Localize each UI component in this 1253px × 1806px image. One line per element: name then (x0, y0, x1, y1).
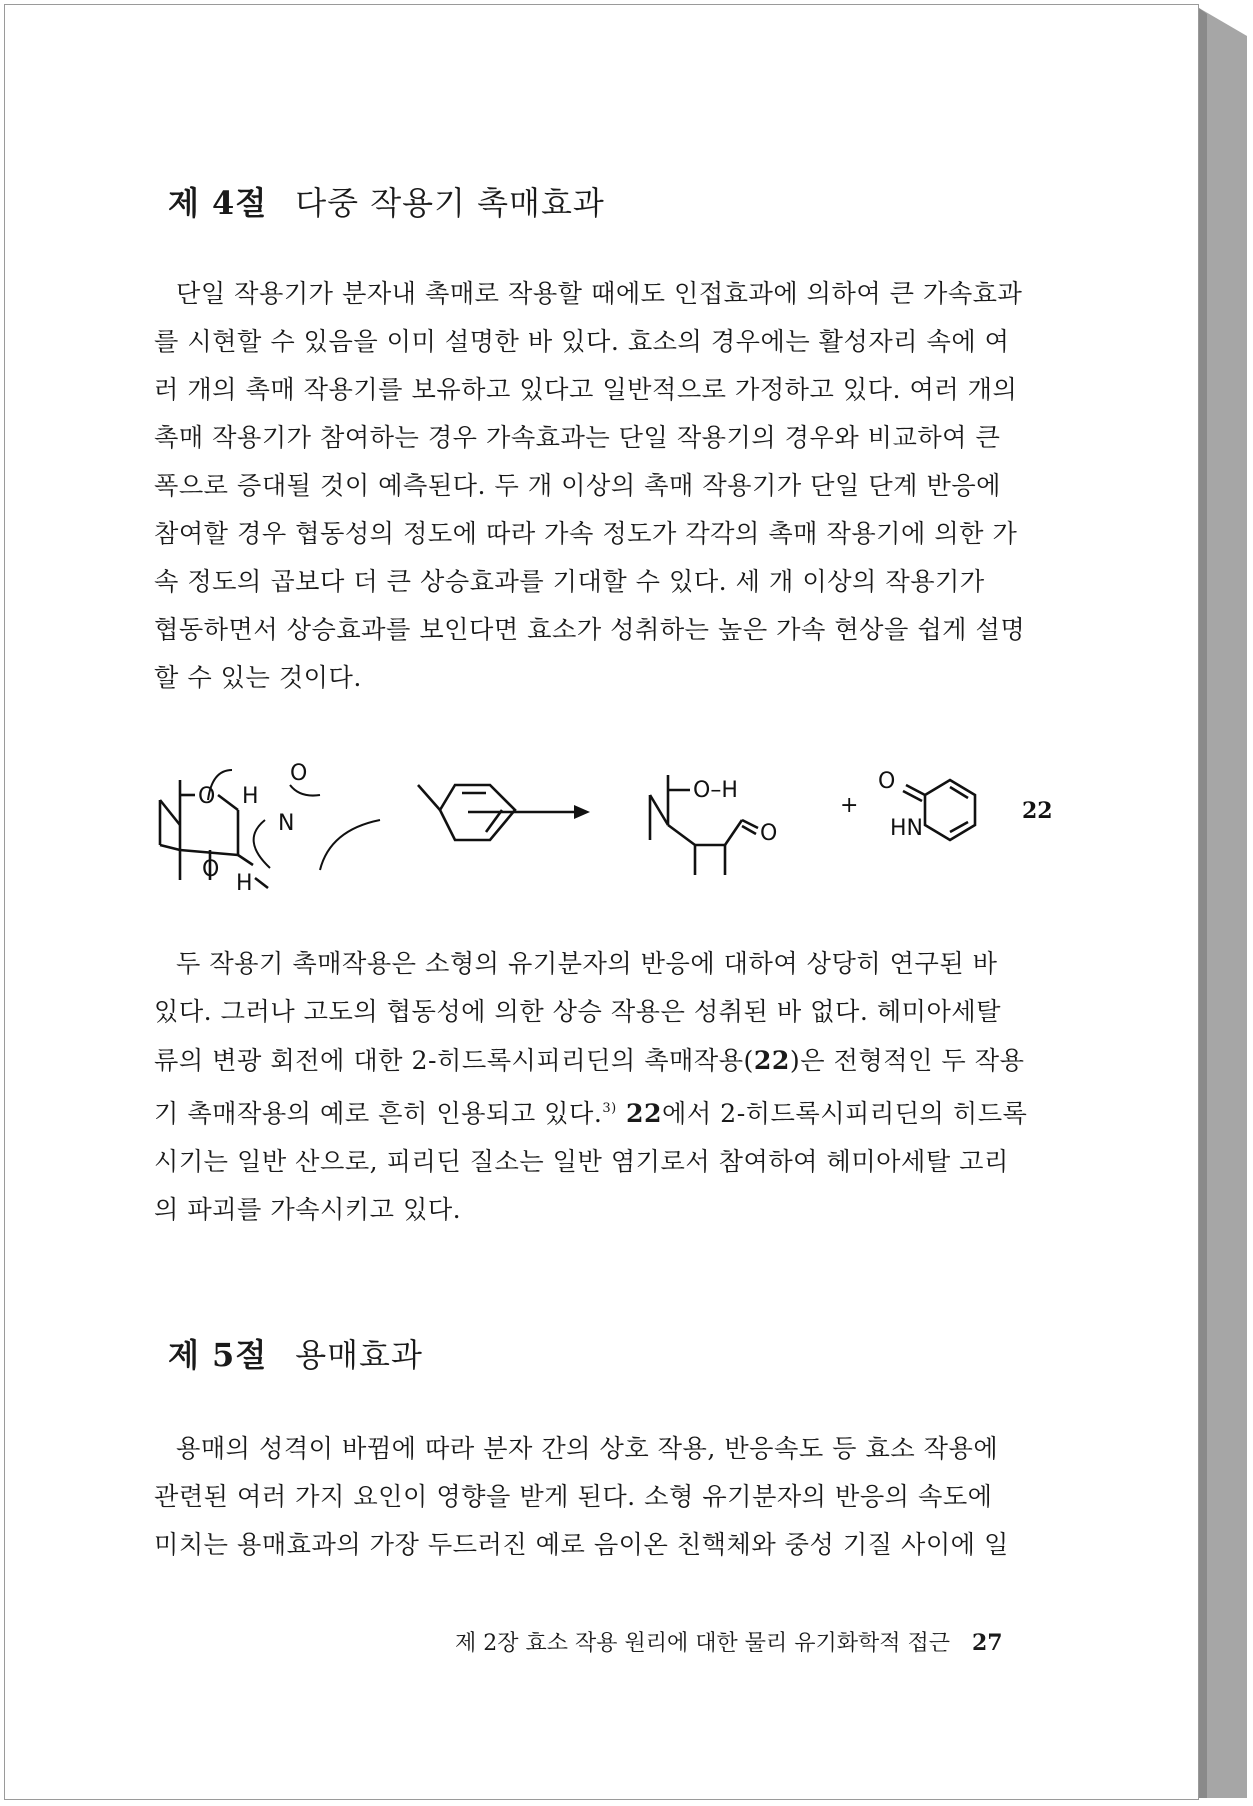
text-line: 를 시현할 수 있음을 이미 설명한 바 있다. 효소의 경우에는 활성자리 속에 여 (154, 327, 1010, 356)
reaction-scheme (150, 750, 1070, 900)
footnote-ref: 3) (602, 1101, 617, 1116)
section-number: 제 4절 (168, 184, 268, 222)
atom-label: O (878, 769, 896, 794)
page-number: 27 (971, 1630, 1003, 1656)
text-line: 할 수 있는 것이다. (154, 663, 362, 692)
text-line: 관련된 여러 가지 요인이 영향을 받게 된다. 소형 유기분자의 반응의 속도에 (154, 1482, 993, 1511)
page-footer (455, 1626, 1003, 1657)
text-line: 의 파괴를 가속시키고 있다. (154, 1195, 462, 1224)
section-4-heading (168, 178, 605, 224)
section-title: 다중 작용기 촉매효과 (295, 184, 605, 222)
text-line: 참여할 경우 협동성의 정도에 따라 가속 정도가 각각의 촉매 작용기에 의한 가 (154, 519, 1018, 548)
text-line: 두 작용기 촉매작용은 소형의 유기분자의 반응에 대하여 상당히 연구된 바 (176, 949, 998, 978)
section-title: 용매효과 (295, 1336, 423, 1374)
text-line: 시기는 일반 산으로, 피리딘 질소는 일반 염기로서 참여하여 헤미아세탈 고리 (154, 1147, 1009, 1176)
text-run: )은 전형적인 두 작용 (789, 1046, 1025, 1075)
page-edge-shadow (1199, 8, 1249, 1798)
atom-label: O (198, 784, 216, 809)
section-5-paragraph (154, 1425, 1044, 1569)
atom-label: H (242, 784, 259, 809)
compound-ref: 22 (753, 1045, 790, 1075)
text-run: 류의 변광 회전에 대한 2-히드록시피리딘의 촉매작용( (154, 1046, 754, 1075)
text-line: 속 정도의 곱보다 더 큰 상승효과를 기대할 수 있다. 세 개 이상의 작용기가 (154, 567, 985, 596)
atom-label: O (290, 761, 308, 786)
text-line (154, 1036, 1044, 1085)
group-label-hydroxyl: O–H (693, 778, 738, 803)
text-line: 협동하면서 상승효과를 보인다면 효소가 성취하는 높은 가속 현상을 쉽게 설명 (154, 615, 1026, 644)
plus-sign: + (840, 793, 859, 818)
atom-label: N (278, 811, 295, 836)
text-line: 있다. 그러나 고도의 협동성에 의한 상승 작용은 성취된 바 없다. 헤미아세탈 (154, 997, 1002, 1026)
running-footer-chapter: 제 2장 효소 작용 원리에 대한 물리 유기화학적 접근 (455, 1631, 950, 1656)
text-line: 단일 작용기가 분자내 촉매로 작용할 때에도 인접효과에 의하여 큰 가속효과 (176, 279, 1023, 308)
text-line: 미치는 용매효과의 가장 두드러진 예로 음이온 친핵체와 중성 기질 사이에 일 (154, 1530, 1009, 1559)
section-5-heading (168, 1330, 423, 1376)
text-run: 기 촉매작용의 예로 흔히 인용되고 있다. (154, 1099, 603, 1128)
text-line (154, 1085, 1044, 1138)
section-4-paragraph (154, 270, 1044, 702)
text-line: 폭으로 증대될 것이 예측된다. 두 개 이상의 촉매 작용기가 단일 단계 반응에 (154, 471, 1002, 500)
atom-label: HN (890, 816, 923, 841)
text-line: 촉매 작용기가 참여하는 경우 가속효과는 단일 작용기의 경우와 비교하여 큰 (154, 423, 1001, 452)
text-line: 용매의 성격이 바뀜에 따라 분자 간의 상호 작용, 반응속도 등 효소 작용에 (176, 1434, 999, 1463)
section-number: 제 5절 (168, 1336, 268, 1374)
compound-label: 22 (1022, 798, 1053, 824)
atom-label: O (202, 857, 220, 882)
atom-label: H (236, 871, 253, 896)
group-label-carbonyl: O (760, 821, 778, 846)
text-run: 에서 2-히드록시피리딘의 히드록 (662, 1099, 1028, 1128)
reaction-arrow (468, 805, 590, 819)
text-line: 러 개의 촉매 작용기를 보유하고 있다고 일반적으로 가정하고 있다. 여러 개의 (154, 375, 1018, 404)
paragraph-2 (154, 940, 1044, 1234)
compound-ref: 22 (616, 1098, 663, 1128)
